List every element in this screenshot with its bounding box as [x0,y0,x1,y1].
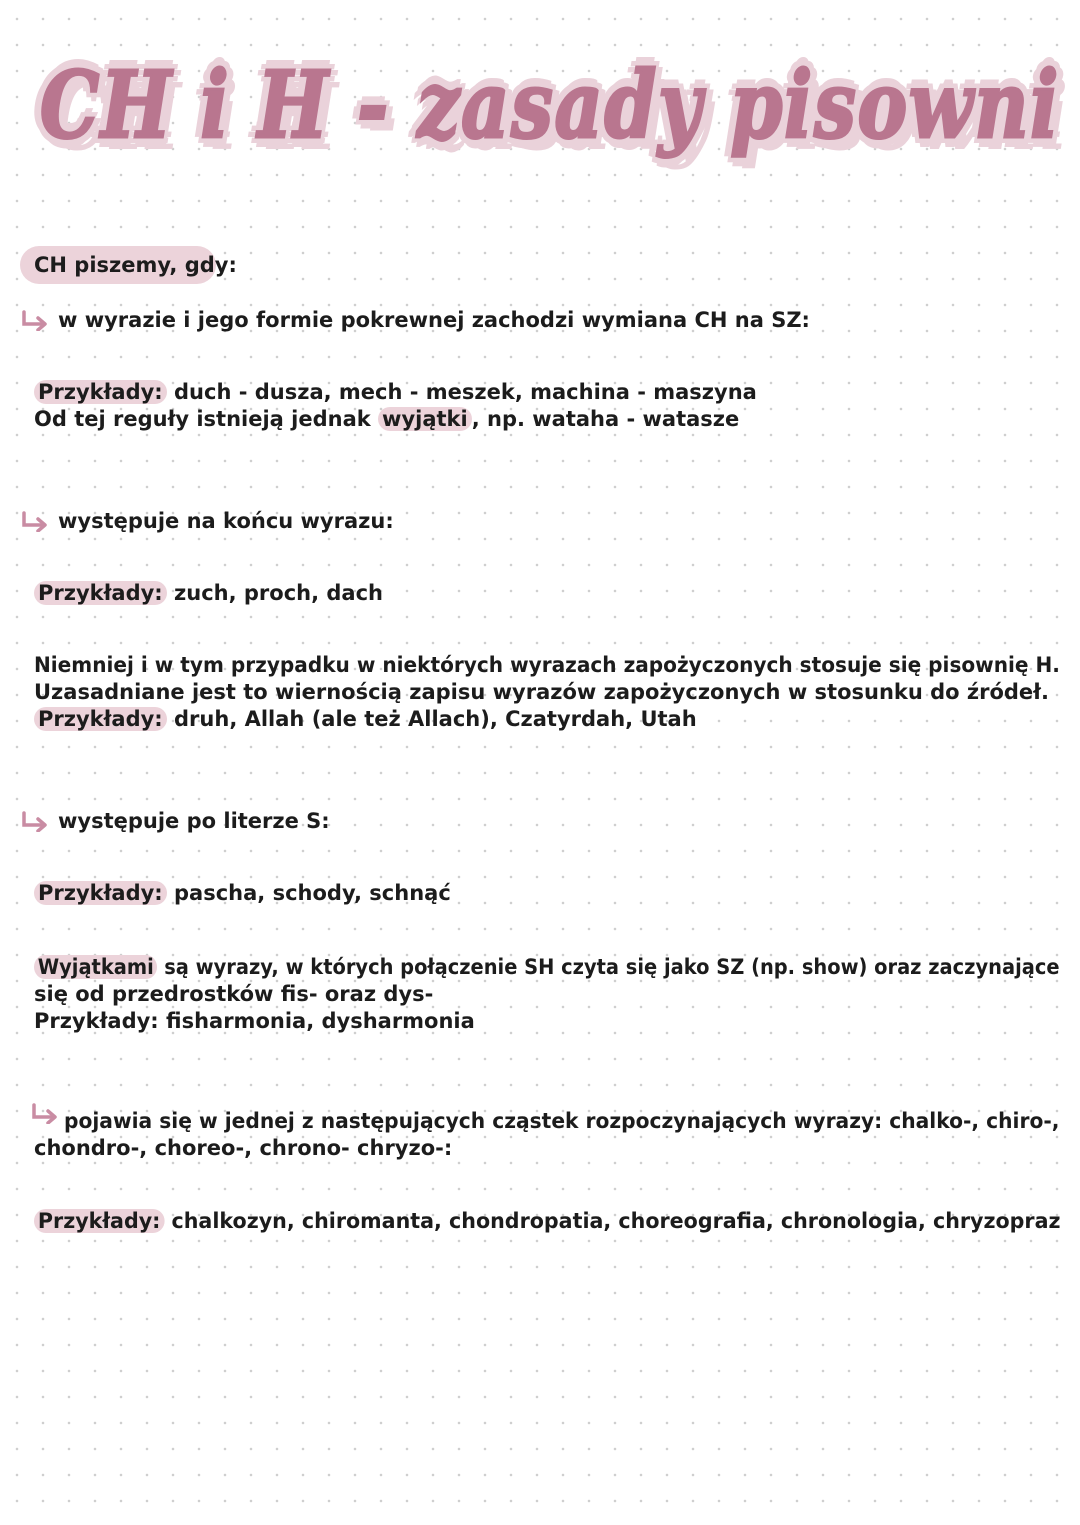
exception-word: Wyjątkami [34,955,157,979]
arrow-icon [20,309,50,331]
rule3-text: występuje po literze S: [58,809,330,833]
rule4-text-line1: pojawia się w jednej z następujących cząstek rozpoczynających wyrazy: chalko-, chiro-, [64,1109,1060,1133]
arrow-icon [20,810,50,832]
example-text: druh, Allah (ale też Allach), Czatyrdah, Utah [166,707,697,731]
rule2-note-example [34,706,697,733]
example-text: chalkozyn, chiromanta, chondropatia, choreografia, chronologia, chryzopraz [164,1209,1061,1233]
exception-pre: Od tej reguły istnieją jednak [34,407,379,431]
exception-post: , np. wataha - watasze [471,407,740,431]
example-label: Przykłady: [34,881,167,905]
example-text: pascha, schody, schnąć [166,881,451,905]
exception-word: wyjątki [378,407,472,431]
rule3-exception-line2: się od przedrostków fis- oraz dys- [34,982,434,1006]
rule1-example [34,379,757,406]
example-label: Przykłady: [34,581,167,605]
rule4-text-line2: chondro-, choreo-, chrono- chryzo-: [34,1136,453,1160]
rule2-note-line1: Niemniej i w tym przypadku w niektórych wyrazach zapożyczonych stosuje się pisownię H. [34,653,1060,677]
rule2-note-line2: Uzasadniane jest to wiernością zapisu wyrazów zapożyczonych w stosunku do źródeł. [34,680,1049,704]
page-title: CH i H - zasady pisowni [40,51,1061,159]
example-label: Przykłady: [34,1209,164,1233]
header-label: CH piszemy, gdy: [34,253,237,277]
rule4-example [34,1208,1061,1235]
rule1-text: w wyrazie i jego formie pokrewnej zachodzi wymiana CH na SZ: [58,308,810,332]
rule1-exception [34,406,739,433]
arrow-icon [20,510,50,532]
arrow-icon [30,1102,60,1124]
rule3-exception-line1 [34,954,1060,981]
rule2-text: występuje na końcu wyrazu: [58,509,394,533]
example-text: duch - dusza, mech - meszek, machina - maszyna [166,380,757,404]
rule2-example [34,580,383,607]
example-label: Przykłady: [34,380,167,404]
example-label: Przykłady: [34,707,167,731]
rule3-exception-example: Przykłady: fisharmonia, dysharmonia [34,1009,475,1033]
rule3-example [34,880,451,907]
exception-text: są wyrazy, w których połączenie SH czyta się jako SZ (np. show) oraz zaczynające [157,955,1060,979]
example-text: zuch, proch, dach [166,581,383,605]
